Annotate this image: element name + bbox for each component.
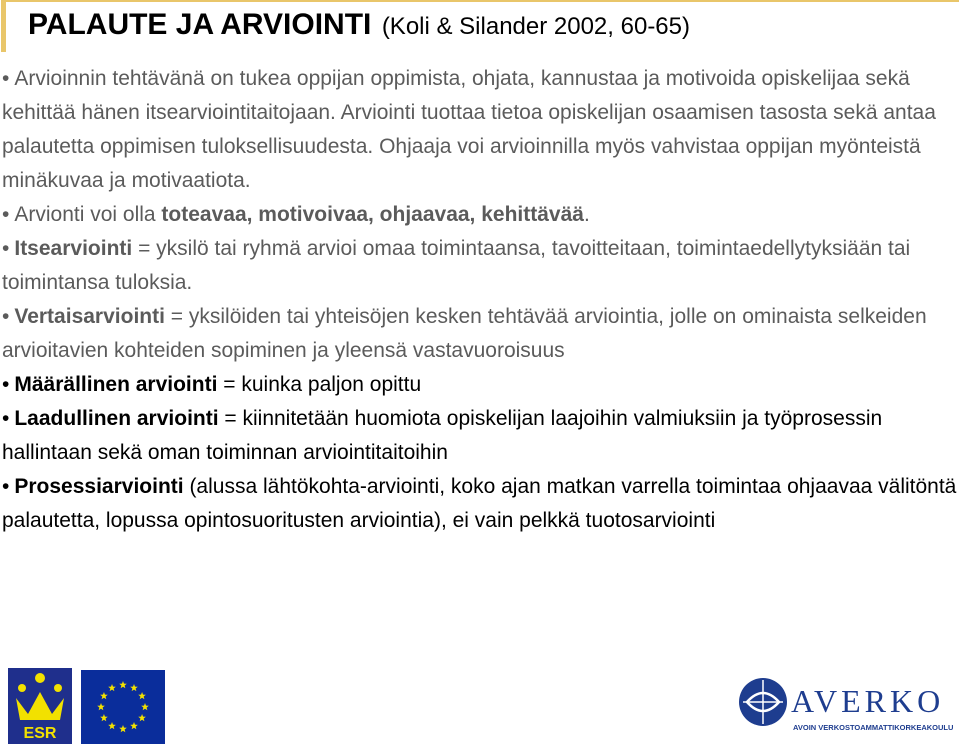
bullet-bold-text: Määrällinen arviointi: [14, 373, 218, 396]
bullet-text: = yksilöiden tai yhteisöjen kesken tehtävää arviointia, jolle on ominaista selkeiden arvioitavien kohteiden sopiminen ja yleensä vastavuoroisuus: [2, 305, 927, 362]
bullet-item: [2, 62, 959, 198]
eu-flag-logo: [81, 670, 165, 744]
bullet-text: = kuinka paljon opittu: [217, 373, 422, 396]
bullet-item: [2, 470, 959, 538]
frame-top-border: [1, 0, 959, 2]
bullet-text: .: [583, 203, 590, 226]
bullet-item: [2, 402, 959, 470]
averko-logo: [737, 674, 957, 740]
bullet-bold-text: Laadullinen arviointi: [14, 407, 219, 430]
slide-title: [28, 7, 690, 48]
averko-tagline: AVOIN VERKOSTOAMMATTIKORKEAKOULU: [793, 723, 954, 732]
frame-left-border: [1, 0, 6, 52]
title-subtitle: (Koli & Silander 2002, 60-65): [381, 13, 690, 40]
bullet-icon: •: [2, 237, 10, 260]
esr-logo: [8, 668, 72, 744]
bullet-bold-text: Prosessiarviointi: [14, 475, 184, 498]
bullet-icon: •: [2, 203, 10, 226]
bullet-icon: •: [2, 407, 10, 430]
bullet-text: Arvioinnin tehtävänä on tukea oppijan oppimista, ohjata, kannustaa ja motivoida opiskelijaa sekä kehittää hänen itsearviointitaitojaan. Arviointi tuottaa tietoa opiskelijan osaamisen tasosta sekä antaa palautetta oppimisen tuloksellisuudesta. Ohjaaja voi arvioinnilla myös vahvistaa oppijan myönteistä minäkuvaa ja motivaatiota.: [2, 67, 936, 192]
bullet-icon: •: [2, 305, 10, 328]
esr-logo-text: ESR: [23, 725, 57, 742]
bullet-bold-text: Itsearviointi: [14, 237, 133, 260]
bullet-text: = kiinnitetään huomiota opiskelijan laajoihin valmiuksiin ja työprosessin hallintaan sekä oman toiminnan arviointitaitoihin: [2, 407, 883, 464]
bullet-text: Arvionti voi olla: [14, 203, 162, 226]
bullet-list: [2, 62, 959, 538]
bullet-bold-text: toteavaa, motivoivaa, ohjaavaa, kehittävää: [161, 203, 584, 226]
bullet-icon: •: [2, 373, 10, 396]
averko-name: AVERKO: [791, 683, 945, 719]
bullet-icon: •: [2, 67, 10, 90]
bullet-text: = yksilö tai ryhmä arvioi omaa toimintaansa, tavoitteitaan, toimintaedellytyksiään tai toimintansa tuloksia.: [2, 237, 911, 294]
title-main: PALAUTE JA ARVIOINTI: [28, 8, 372, 41]
bullet-item: [2, 232, 959, 300]
bullet-bold-text: Vertaisarviointi: [14, 305, 165, 328]
bullet-item: [2, 300, 959, 368]
bullet-item: [2, 198, 959, 232]
bullet-icon: •: [2, 475, 10, 498]
logo-strip: [0, 668, 960, 748]
bullet-text: (alussa lähtökohta-arviointi, koko ajan matkan varrella toimintaa ohjaavaa välitöntä palautetta, lopussa opintosuoritusten arviointia), ei vain pelkkä tuotosarviointi: [2, 475, 957, 532]
bullet-item: [2, 368, 959, 402]
